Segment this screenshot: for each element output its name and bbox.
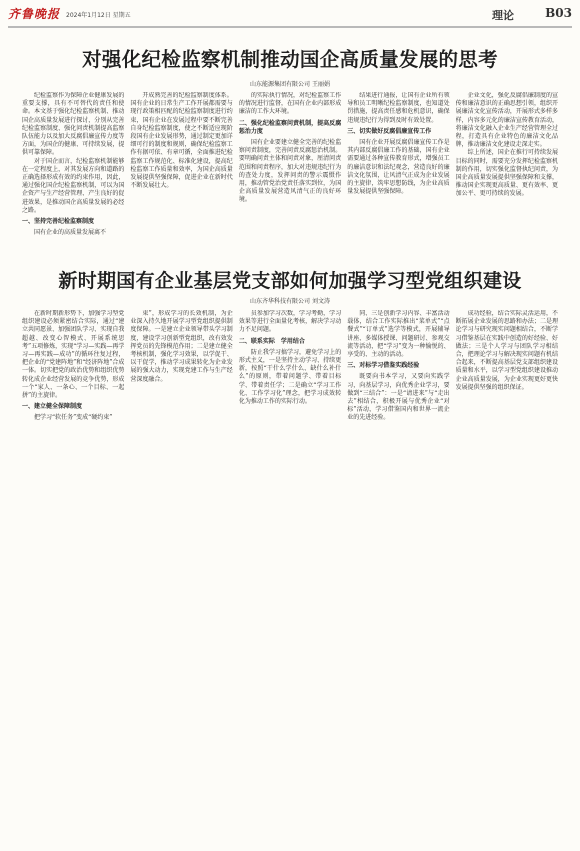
paragraph: 国有企业的高质量发展离不: [34, 229, 107, 237]
paragraph: 束”，形成学习的长效机制，为企业深入持久地开展学习型党组织提供制度保障。一是建立企业领导带头学习制度，建设学习创新型党组织，改有效发挥党员的先锋模范作用；二是建立健全考核机制，强化学习效果，以学促干、以干促学，推动学习成果转化为企业发展的强大动力，实现党建工作与生产经营深度融合。: [130, 310, 233, 383]
article1-byline: 山东能源集团有限公司 王丽娟: [250, 81, 330, 88]
paragraph: 对于国企而言，纪检监察机制能够在一定程度上，对其发展方向和道路的正确选择形成有效的约束作用，因此，通过强化国企纪检监察机制，可以为国企资产与生产经营管理、产生良好的促进效果，是推动国企高质量发展的必经之路。: [22, 157, 125, 214]
paragraph: 的实际执行情况，对纪检监察工作的情况进行监督，在国有企业内部形成廉洁的工作大环境。: [238, 92, 342, 116]
subheading: 三、对标学习借鉴实践经验: [347, 362, 420, 370]
masthead: [8, 4, 572, 26]
paragraph: 防止我学习搞学习，避免学习上的形式主义，一是坚持主动学习、持续更新，按照“干什么学什么、缺什么补什么”的原则，带着问题学、带着目标学、带着责任学；二是确立“学习工作化、工作学习化”理念，把学习成效转化为推动工作的实际行动。: [238, 348, 342, 406]
article2-column-2: [130, 310, 232, 490]
paragraph: 把学习“软任务”变成“硬约束”: [34, 414, 113, 422]
blank-lower-area: [8, 500, 572, 843]
article2-byline: 山东齐华科技有限公司 刘文涛: [250, 298, 330, 305]
article1-body: [22, 92, 558, 252]
article1-column-4: [347, 92, 449, 252]
article2-column-3: [239, 310, 341, 490]
article1-column-3: [239, 92, 341, 252]
subheading: 三、切实做好反腐倡廉宣传工作: [347, 127, 432, 135]
article2-headline: 新时期国有企业基层党支部如何加强学习型党组织建设: [58, 270, 522, 292]
page-number: B03: [545, 6, 572, 20]
paragraph: 国有企业要建立健全完善的纪检监察问责制度，完善问责反腐惩治机制。要明确问责主体和问责对象，厘清问责范围和问责程序，加大对违规违纪行为的查处力度，发挥问责的警示震慑作用，推动管党治党责任落实到位，为国企高质量发展营造风清气正的良好环境。: [238, 139, 342, 204]
article2-column-1: [22, 310, 124, 490]
paragraph: 纪检监察作为保障企业健康发展的重要支撑，具有不可替代的责任和使命。本文基于强化纪检监察机制、推动国企高质量发展进行探讨，分别从完善纪检监察制度、强化问责机制提高监察队伍能力以及加大反腐倡廉宣传力度等方面，为国企的健康、可持续发展，提供可靠保障。: [22, 92, 125, 157]
subheading: 一、坚持完善纪检监察制度: [22, 218, 95, 226]
paragraph: 同、三是创新学习内容、丰富活动载体，结合工作实际推出“菜单式”“点餐式”“订单式”选学等模式，开展辅导讲座、多媒体授课、问题研讨、参观交流等活动，把“学习”变为一种愉悦的、享受的、主动的活动。: [347, 310, 450, 359]
paragraph: 开成熟完善的纪检监察制度体系。国有企业的日常生产工作开展都需要与现行政策相匹配的纪检监察制度进行约束，国有企业在发展过程中要不断完善自身纪检监察制度，使之不断适应现阶段国有企业发展形势，通过制定更加详细可行的制度和规则，确保纪检监察工作有据可依、有章可循，全面推进纪检监察工作规范化、标准化建设，提高纪检监察工作质量和效率，为国企高质量发展提供坚强保障，促进企业在新时代不断发展壮大。: [130, 92, 233, 190]
subheading: 一、建立健全保障制度: [22, 403, 83, 411]
paragraph: 成功经验，结合实际灵活运用，不断拓展企业发展的思路和办法；二是理论学习与研究现实问题相结合，不断学习借鉴基层在实践中创造的好经验、好做法；三是个人学习与团队学习相结合，把理论学习与解决现实问题有机结合起来，不断提高基层党支部组织建设质量和水平，以学习型党组织建设推动企业高质量发展，为企业实现更好更快发展提供坚强的组织保证。: [455, 310, 559, 391]
article1-headline: 对强化纪检监察机制推动国企高质量发展的思考: [82, 48, 498, 71]
subheading: 二、联系实际 学用结合: [238, 337, 305, 345]
issue-date: 2024年1月12日 星期五: [66, 12, 131, 19]
article2-column-4: [347, 310, 449, 490]
paragraph: 结果进行通报，让国有企业所有领导和员工明晰纪检监察制度，也知道处罚措施，提高责任感和危机意识，确保违规违纪行为得到及时有效处置。: [347, 92, 450, 124]
paragraph: 国有企业开展反腐倡廉宣传工作是其内部反腐倡廉工作的基础，国有企业需要通过各种宣传教育形式，增强员工的廉洁意识和法纪观念，营造良好的廉洁文化氛围，让风清气正成为企业发展的主旋律，筑牢思想防线，为企业高质量发展提供坚强保障。: [347, 139, 450, 196]
paragraph: 企业文化，强化反腐倡廉制度的宣传和廉洁意识的正确思想引领，组织开展廉洁文化宣传活动，开展形式多样多样，内容多元化的廉洁宣传教育活动，将廉洁文化融入企业生产经营管理全过程，打造具有企业特色的廉洁文化品牌，推动廉洁文化建设走深走实。: [455, 92, 559, 149]
section-name: 理论: [492, 9, 514, 22]
subheading: 二、强化纪检监察问责机制，提高反腐惩治力度: [238, 119, 342, 135]
article1-column-5: [456, 92, 558, 252]
header-divider: [8, 26, 572, 28]
article1-column-1: [22, 92, 124, 252]
article2-body: [22, 310, 558, 490]
newspaper-logo: 齐鲁晚报: [8, 7, 61, 21]
article1-column-2: [130, 92, 232, 252]
paragraph: 综上所述，国企在推行可持续发展目标的同时，需要充分发挥纪检监察机制的作用，切实强化监督执纪问责，为国企高质量发展提供坚强保障和支撑，推动国企实现更高质量、更有效率、更加公平、更可持续的发展。: [455, 149, 559, 198]
paragraph: 在新时期新形势下，加强学习型党组织建设必须紧密结合实际，通过“建立共同愿景、加强团队学习、实现自我超越、改变心智模式、开展系统思考”五项修炼，实现“学习—实践—再学习—再实践—成功”的循环往复过程，把企业的“党建阵地”和“经济阵地”合成一体。切实把党的政治优势和组织优势转化成企业经营发展的竞争优势，形成一个“家人、一条心、一个目标、一起拼”的主旋律。: [22, 310, 125, 400]
paragraph: 既要向书本学习，又要向实践学习，向基层学习，向优秀企业学习，要做到“三结合”：一是“请进来”与“走出去”相结合，积极开展与优秀企业“对标”活动，学习借鉴国内和世界一流企业的先进经验。: [347, 373, 450, 422]
paragraph: 员参加学习次数，学习考勤，学习效果等进行全面量化考核，解决学习动力不足问题。: [238, 310, 342, 334]
article2-column-5: [456, 310, 558, 490]
